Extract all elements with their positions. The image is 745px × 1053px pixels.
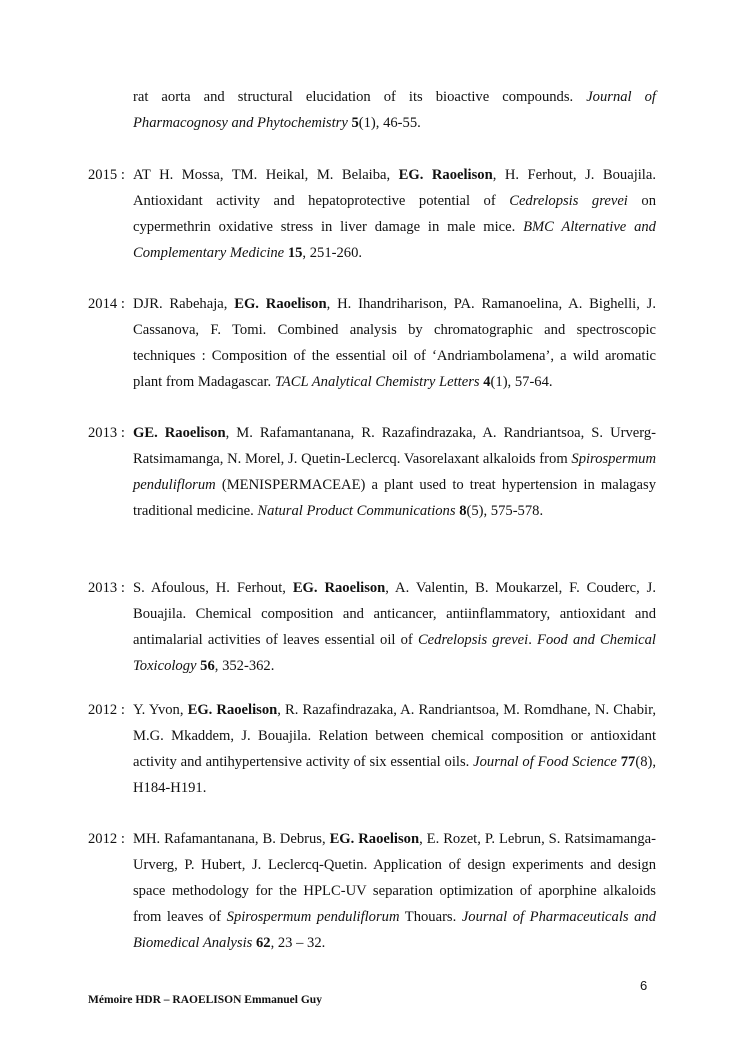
page-number: 6 [640,978,648,993]
reference-year: 2013 : [88,580,125,596]
highlighted-author: EG. Raoelison [398,167,493,183]
reference-year: 2014 : [88,296,125,312]
reference-text: GE. Raoelison, M. Rafamantanana, R. Razafindrazaka, A. Randriantsoa, S. Urverg-Ratsimamanga, N. Morel, J. Quetin-Leclercq. Vasorelaxant alkaloids from Spirospermum penduliflorum (MENISPERMACEAE) a plant used to treat hypertension in malagasy traditional medicine. Natural Product Communications 8(5), 575-578. [133,425,656,519]
continued-reference: rat aorta and structural elucidation of its bioactive compounds. Journal of Pharmacognosy and Phytochemistry 5(1), 46-55. [133,89,656,131]
highlighted-author: EG. Raoelison [234,296,327,312]
reference-entry [88,575,656,679]
journal-name: TACL Analytical Chemistry Letters [274,374,480,390]
reference-entry [88,291,656,395]
highlighted-author: EG. Raoelison [292,580,386,596]
journal-name: Journal of Food Science [473,754,617,770]
reference-year: 2012 : [88,831,125,847]
journal-name: Food and Chemical Toxicology [133,632,656,674]
reference-text: MH. Rafamantanana, B. Debrus, EG. Raoelison, E. Rozet, P. Lebrun, S. Ratsimamanga-Urverg, P. Hubert, J. Leclercq-Quetin. Application of design experiments and design space methodology for the HPLC-UV separation optimization of aporphine alkaloids from leaves of Spirospermum penduliflorum Thouars. Journal of Pharmaceuticals and Biomedical Analysis 62, 23 – 32. [133,831,656,951]
journal-name: BMC Alternative and Complementary Medicine [133,219,656,261]
page-footer: Mémoire HDR – RAOELISON Emmanuel Guy [88,994,322,1006]
reference-text: AT H. Mossa, TM. Heikal, M. Belaiba, EG. Raoelison, H. Ferhout, J. Bouajila. Antioxidant activity and hepatoprotective potential of Cedrelopsis grevei on cypermethrin oxidative stress in liver damage in male mice. BMC Alternative and Complementary Medicine 15, 251-260. [133,167,656,261]
highlighted-author: EG. Raoelison [329,831,420,847]
reference-text: DJR. Rabehaja, EG. Raoelison, H. Ihandriharison, PA. Ramanoelina, A. Bighelli, J. Cassanova, F. Tomi. Combined analysis by chromatographic and spectroscopic techniques : Composition of the essential oil of ‘Andriambolamena’, a wild aromatic plant from Madagascar. TACL Analytical Chemistry Letters 4(1), 57-64. [133,296,657,390]
reference-text: Y. Yvon, EG. Raoelison, R. Razafindrazaka, A. Randriantsoa, M. Romdhane, N. Chabir, M.G. Mkaddem, J. Bouajila. Relation between chemical composition or antioxidant activity and antihypertensive activity of six essential oils. Journal of Food Science 77(8), H184-H191. [133,702,657,796]
reference-text: S. Afoulous, H. Ferhout, EG. Raoelison, A. Valentin, B. Moukarzel, F. Couderc, J. Bouajila. Chemical composition and anticancer, antiinflammatory, antioxidant and antimalarial activities of leaves essential oil of Cedrelopsis grevei. Food and Chemical Toxicology 56, 352-362. [133,580,656,674]
journal-name: Journal of Pharmaceuticals and Biomedical Analysis [133,909,656,951]
highlighted-author: EG. Raoelison [187,702,278,718]
reference-entry [88,697,656,801]
reference-year: 2012 : [88,702,125,718]
reference-entry [88,420,656,524]
reference-year: 2013 : [88,425,125,441]
journal-name: Natural Product Communications [257,503,456,519]
reference-entry [88,826,656,956]
reference-entry [88,162,656,266]
reference-year: 2015 : [88,167,125,183]
highlighted-author: GE. Raoelison [133,425,226,441]
